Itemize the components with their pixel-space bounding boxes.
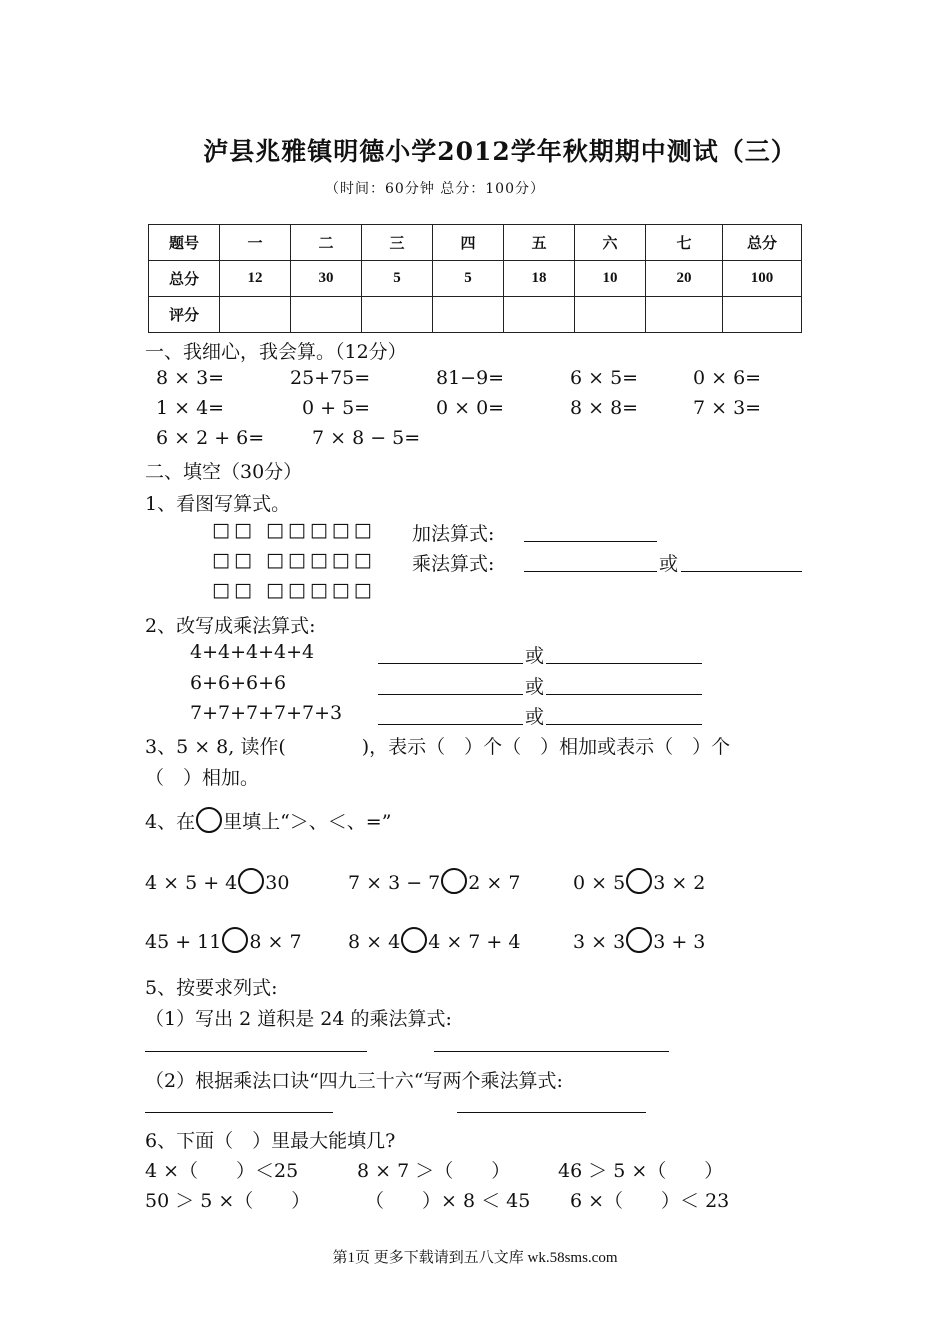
calc-item: 0 + 5= xyxy=(302,397,371,419)
question-3: 3、5 × 8, 读作( )，表示（ ）个（ ）相加或表示（ ）个 xyxy=(145,736,731,758)
box-figure-row: □□ □□□□□ xyxy=(212,519,376,541)
question-4-suffix: 里填上“＞、＜、=” xyxy=(223,811,392,833)
grade-cell[interactable] xyxy=(723,297,802,333)
table-cell: 30 xyxy=(291,261,362,297)
table-cell: 5 xyxy=(433,261,504,297)
table-cell: 五 xyxy=(504,225,575,261)
calc-item: 8 × 3= xyxy=(156,367,225,389)
or-text: 或 xyxy=(525,676,545,698)
question-2: 2、改写成乘法算式: xyxy=(145,615,316,637)
answer-line[interactable] xyxy=(681,571,802,572)
fill-item: 8 × 7 ＞（ ） xyxy=(357,1160,511,1182)
grade-cell[interactable] xyxy=(362,297,433,333)
question-5: 5、按要求列式: xyxy=(145,977,278,999)
sum-expression: 7+7+7+7+7+3 xyxy=(190,702,343,724)
table-cell: 四 xyxy=(433,225,504,261)
table-row xyxy=(149,261,802,297)
table-cell: 六 xyxy=(575,225,646,261)
calc-item: 7 × 3= xyxy=(693,397,762,419)
compare-circle[interactable] xyxy=(441,868,467,894)
table-cell: 七 xyxy=(646,225,723,261)
answer-line[interactable] xyxy=(378,663,523,664)
answer-line[interactable] xyxy=(434,1051,669,1052)
table-cell: 10 xyxy=(575,261,646,297)
grade-cell[interactable] xyxy=(575,297,646,333)
fill-item: 46 ＞ 5 ×（ ） xyxy=(558,1160,724,1182)
table-cell: 总分 xyxy=(149,261,220,297)
calc-item: 0 × 6= xyxy=(693,367,762,389)
answer-line[interactable] xyxy=(524,571,657,572)
answer-line[interactable] xyxy=(546,663,702,664)
question-3-cont: （ ）相加。 xyxy=(145,767,260,789)
grade-cell[interactable] xyxy=(220,297,291,333)
answer-line[interactable] xyxy=(378,694,523,695)
grade-cell[interactable] xyxy=(646,297,723,333)
section-1-title: 一、我细心，我会算。（12分） xyxy=(145,341,407,363)
grade-cell[interactable] xyxy=(433,297,504,333)
circle-icon xyxy=(196,807,222,833)
answer-line[interactable] xyxy=(546,724,702,725)
question-1: 1、看图写算式。 xyxy=(145,493,291,515)
compare-item: 8 × 4 4 × 7 + 4 xyxy=(348,927,520,953)
compare-circle[interactable] xyxy=(401,927,427,953)
table-cell: 12 xyxy=(220,261,291,297)
answer-line[interactable] xyxy=(145,1112,333,1113)
answer-line[interactable] xyxy=(457,1112,646,1113)
answer-line[interactable] xyxy=(378,724,523,725)
calc-item: 81−9= xyxy=(436,367,505,389)
fill-item: 6 ×（ ）＜ 23 xyxy=(570,1190,730,1212)
mul-label: 乘法算式: xyxy=(412,553,495,575)
table-cell: 总分 xyxy=(723,225,802,261)
table-cell: 一 xyxy=(220,225,291,261)
table-cell: 5 xyxy=(362,261,433,297)
calc-item: 25+75= xyxy=(290,367,371,389)
table-cell: 题号 xyxy=(149,225,220,261)
answer-line[interactable] xyxy=(524,541,657,542)
page-title: 泸县兆雅镇明德小学2012学年秋期期中测试（三） xyxy=(203,137,797,166)
section-2-title: 二、填空（30分） xyxy=(145,461,303,483)
sum-expression: 6+6+6+6 xyxy=(190,672,287,694)
sum-expression: 4+4+4+4+4 xyxy=(190,641,315,663)
or-text: 或 xyxy=(659,553,679,575)
table-cell: 三 xyxy=(362,225,433,261)
box-figure-row: □□ □□□□□ xyxy=(212,549,376,571)
grade-cell[interactable] xyxy=(504,297,575,333)
table-cell: 100 xyxy=(723,261,802,297)
score-table xyxy=(148,224,802,333)
question-4-prefix: 4、在 xyxy=(145,811,196,833)
or-text: 或 xyxy=(525,706,545,728)
page-footer: 第1页 更多下载请到五八文库 wk.58sms.com xyxy=(332,1250,618,1266)
fill-item: （ ）× 8 ＜ 45 xyxy=(365,1190,531,1212)
compare-circle[interactable] xyxy=(626,927,652,953)
compare-item: 3 × 3 3 + 3 xyxy=(573,927,705,953)
grade-cell[interactable] xyxy=(291,297,362,333)
compare-item: 4 × 5 + 4 30 xyxy=(145,868,289,894)
or-text: 或 xyxy=(525,645,545,667)
compare-item: 7 × 3 − 7 2 × 7 xyxy=(348,868,520,894)
table-cell: 18 xyxy=(504,261,575,297)
box-figure-row: □□ □□□□□ xyxy=(212,579,376,601)
compare-circle[interactable] xyxy=(222,927,248,953)
calc-item: 8 × 8= xyxy=(570,397,639,419)
compare-circle[interactable] xyxy=(238,868,264,894)
fill-item: 4 ×（ ）＜25 xyxy=(145,1160,299,1182)
compare-circle[interactable] xyxy=(626,868,652,894)
question-6: 6、下面（ ）里最大能填几? xyxy=(145,1130,396,1152)
calc-item: 1 × 4= xyxy=(156,397,225,419)
compare-item: 45 + 11 8 × 7 xyxy=(145,927,302,953)
table-row xyxy=(149,225,802,261)
question-5-1: （1）写出 2 道积是 24 的乘法算式: xyxy=(145,1008,452,1030)
table-cell: 20 xyxy=(646,261,723,297)
calc-item: 6 × 5= xyxy=(570,367,639,389)
table-cell: 二 xyxy=(291,225,362,261)
fill-item: 50 ＞ 5 ×（ ） xyxy=(145,1190,311,1212)
add-label: 加法算式: xyxy=(412,523,495,545)
calc-item: 7 × 8 − 5= xyxy=(312,427,421,449)
question-5-2: （2）根据乘法口诀“四九三十六“写两个乘法算式: xyxy=(145,1070,563,1092)
answer-line[interactable] xyxy=(145,1051,367,1052)
compare-item: 0 × 5 3 × 2 xyxy=(573,868,705,894)
table-cell: 评分 xyxy=(149,297,220,333)
calc-item: 6 × 2 + 6= xyxy=(156,427,265,449)
calc-item: 0 × 0= xyxy=(436,397,505,419)
answer-line[interactable] xyxy=(546,694,702,695)
exam-subtitle: （时间：60分钟 总分：100分） xyxy=(325,181,545,197)
question-4 xyxy=(145,807,391,834)
table-row xyxy=(149,297,802,333)
